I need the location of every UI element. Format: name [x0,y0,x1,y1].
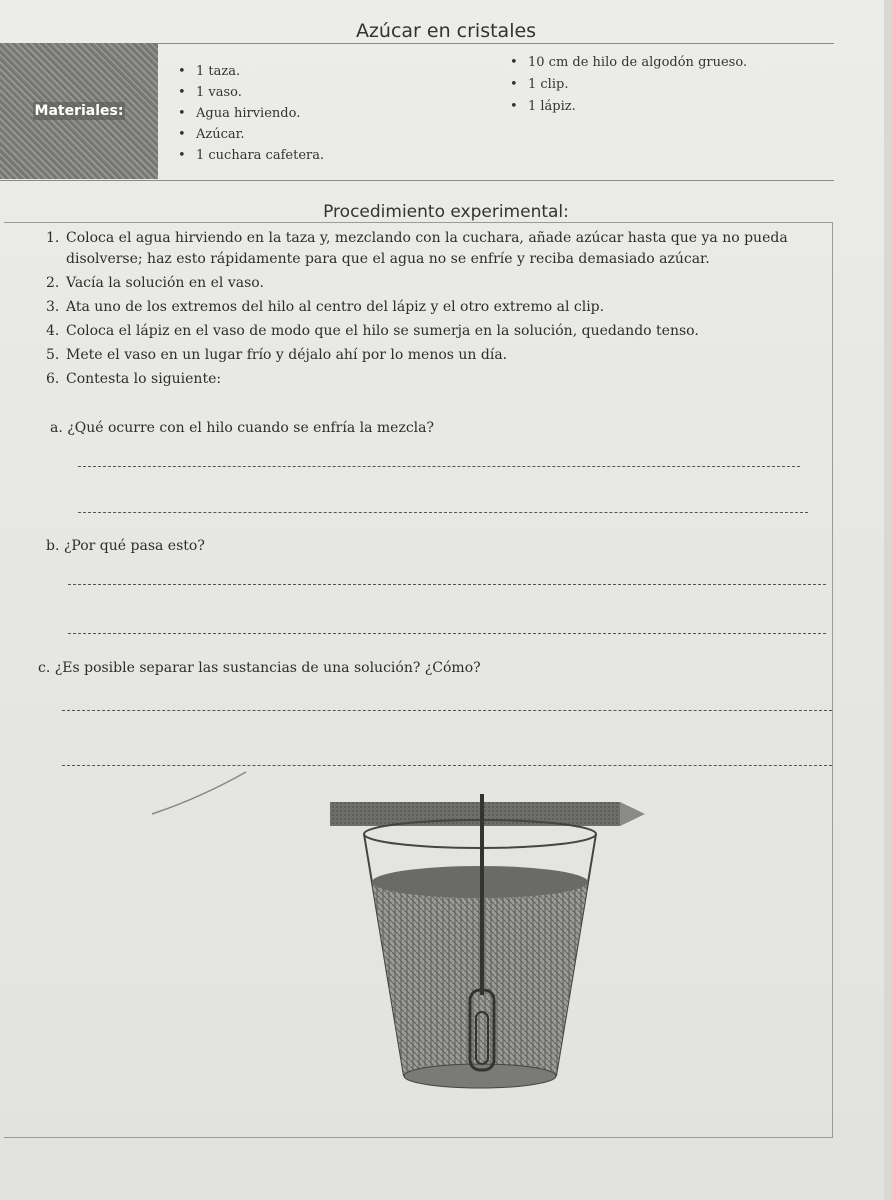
answer-line[interactable] [78,466,800,467]
question-text: ¿Es posible separar las sustancias de una solución? ¿Cómo? [54,660,481,676]
material-item: • 1 clip. [508,74,747,96]
question-text: ¿Por qué pasa esto? [63,538,205,554]
step-item [46,273,806,294]
question-letter: c. [38,660,51,676]
step-text: Vacía la solución en el vaso. [66,275,264,291]
material-item: • 1 vaso. [176,82,324,103]
step-number: 1. [46,230,60,246]
answer-line[interactable] [62,765,832,766]
step-number: 6. [46,371,60,387]
step-number: 3. [46,299,60,315]
answer-line[interactable] [68,633,826,634]
step-number: 4. [46,323,60,339]
answer-line[interactable] [78,512,808,513]
step-text: Coloca el lápiz en el vaso de modo que el hilo se sumerja en la solución, quedando tenso. [66,323,699,339]
step-item [46,321,806,342]
materials-list-right [508,52,747,118]
material-item: • 1 cuchara cafetera. [176,145,324,166]
material-item: • 1 lápiz. [508,96,747,118]
material-item: • 10 cm de hilo de algodón grueso. [508,52,747,74]
step-number: 2. [46,275,60,291]
question-letter: a. [50,420,63,436]
materials-list-left [176,61,324,166]
step-text: Ata uno de los extremos del hilo al centro del lápiz y el otro extremo al clip. [66,299,605,315]
step-item [46,297,806,318]
step-item [46,345,806,366]
step-text: Coloca el agua hirviendo en la taza y, mezclando con la cuchara, añade azúcar hasta que ya no pueda disolverse; haz esto rápidamente para que el agua no se enfríe y reciba demasiado azúcar. [66,230,788,267]
step-item [46,369,806,390]
answer-line[interactable] [62,710,832,711]
materials-label-panel [0,43,158,179]
step-number: 5. [46,347,60,363]
question-b [46,538,205,554]
material-item: • Agua hirviendo. [176,103,324,124]
question-c [38,660,481,676]
material-item: • Azúcar. [176,124,324,145]
step-item [46,228,806,270]
page-title: Azúcar en cristales [355,20,537,42]
question-letter: b. [46,538,60,554]
step-text: Contesta lo siguiente: [66,371,222,387]
step-text: Mete el vaso en un lugar frío y déjalo ahí por lo menos un día. [66,347,508,363]
materials-label: Materiales: [34,103,124,119]
material-item: • 1 taza. [176,61,324,82]
procedure-steps [46,228,806,393]
glass-illustration [320,790,650,1095]
question-text: ¿Qué ocurre con el hilo cuando se enfría la mezcla? [67,420,435,436]
pencil-stroke [150,768,250,818]
procedure-title: Procedimiento experimental: [323,202,569,222]
question-a [50,420,434,436]
pencil-icon [330,802,620,826]
answer-line[interactable] [68,584,826,585]
